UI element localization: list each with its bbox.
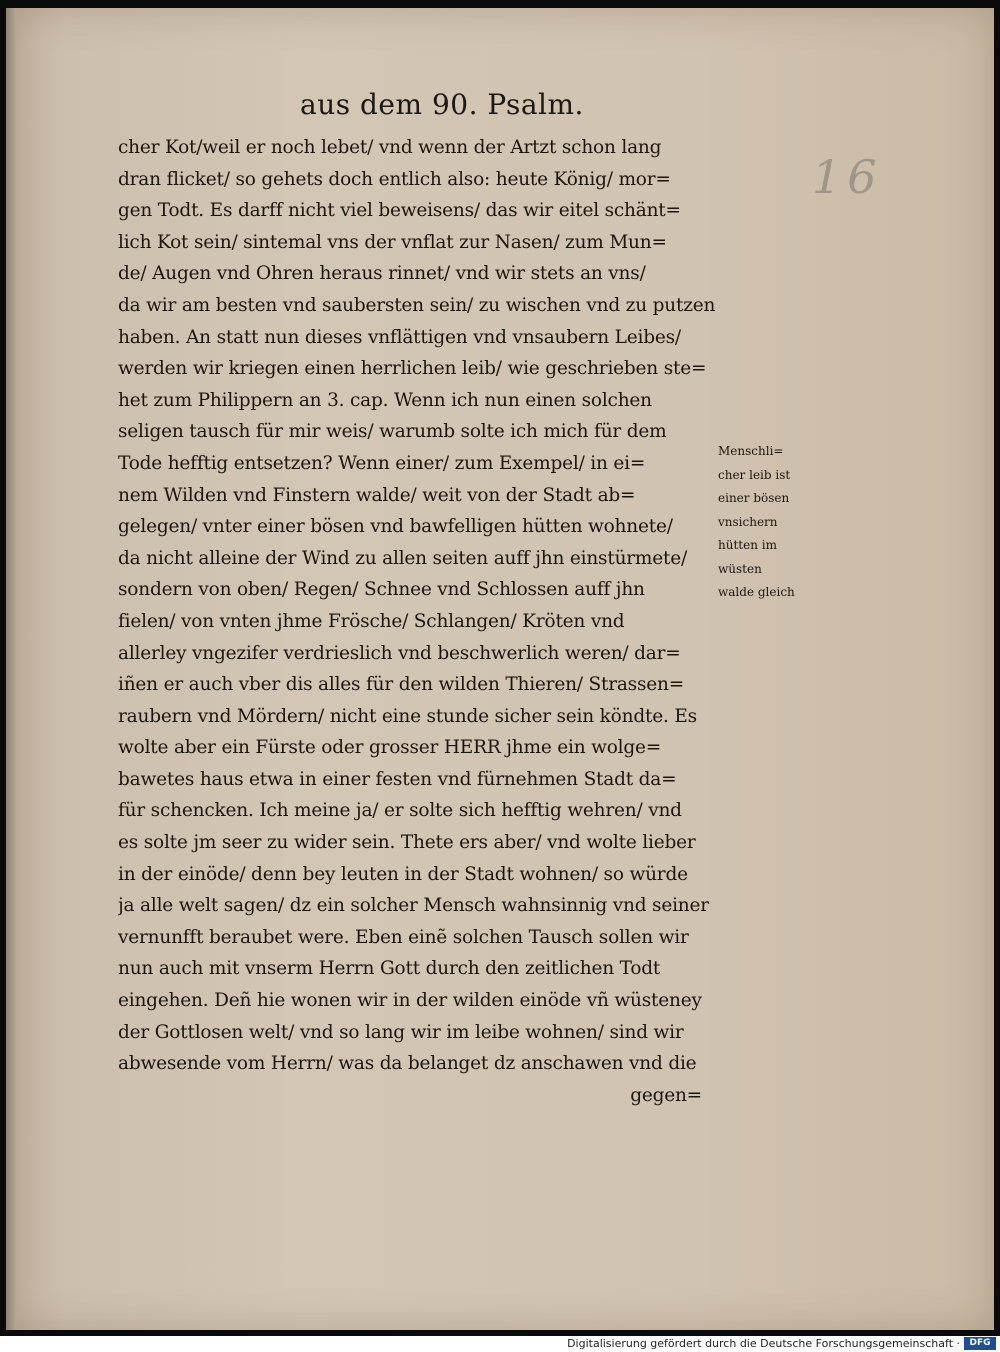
marginal-note-line: walde gleich — [718, 585, 795, 599]
text-line: sondern von oben/ Regen/ Schnee vnd Schlossen auff jhn — [118, 579, 645, 601]
catchword: gegen= — [630, 1084, 702, 1106]
marginal-note — [718, 440, 818, 605]
text-line: het zum Philippern an 3. cap. Wenn ich nun einen solchen — [118, 389, 652, 411]
text-line: de/ Augen vnd Ohren heraus rinnet/ vnd wir stets an vns/ — [118, 263, 646, 285]
text-line: nun auch mit vnserm Herrn Gott durch den zeitlichen Todt — [118, 958, 661, 980]
text-line: dran flicket/ so gehets doch entlich also: heute König/ mor= — [118, 168, 671, 190]
text-line: seligen tausch für mir weis/ warumb solte ich mich für dem — [118, 421, 667, 443]
text-line: cher Kot/weil er noch lebet/ vnd wenn der Artzt schon lang — [118, 137, 662, 158]
text-line: für schencken. Ich meine ja/ er solte sich hefftig wehren/ vnd — [118, 800, 682, 822]
dfg-logo: DFG — [964, 1337, 996, 1350]
text-line: eingehen. Deñ hie wonen wir in der wilden einöde vñ wüsteney — [118, 990, 702, 1012]
text-line: ja alle welt sagen/ dz ein solcher Mensch wahnsinnig vnd seiner — [118, 895, 709, 917]
marginal-note-line: einer bösen — [718, 491, 790, 505]
marginal-note-line: cher leib ist — [718, 467, 791, 482]
text-line: Tode hefftig entsetzen? Wenn einer/ zum Exempel/ in ei= — [118, 452, 646, 474]
text-line: wolte aber ein Fürste oder grosser HERR jhme ein wolge= — [118, 737, 662, 759]
text-line: da nicht alleine der Wind zu allen seiten auff jhn einstürmete/ — [118, 547, 688, 569]
text-line: haben. An statt nun dieses vnflättigen vnd vnsaubern Leibes/ — [118, 326, 681, 348]
funding-credit: Digitalisierung gefördert durch die Deutsche Forschungsgemeinschaft · — [567, 1337, 960, 1350]
text-line: der Gottlosen welt/ vnd so lang wir im leibe wohnen/ sind wir — [118, 1021, 684, 1043]
text-line: werden wir kriegen einen herrlichen leib/ wie geschrieben ste= — [118, 358, 707, 380]
text-line: nem Wilden vnd Finstern walde/ weit von der Stadt ab= — [118, 484, 636, 506]
text-line: fielen/ von vnten jhme Frösche/ Schlangen/ Kröten vnd — [118, 610, 625, 632]
text-line: raubern vnd Mördern/ nicht eine stunde sicher sein köndte. Es — [118, 705, 697, 727]
marginal-note-line: vnsichern — [718, 514, 778, 529]
running-header: aus dem 90. Psalm. — [300, 88, 584, 121]
footer-bar — [0, 1336, 1000, 1352]
text-line: iñen er auch vber dis alles für den wilden Thieren/ Strassen= — [118, 674, 685, 696]
main-text-block — [118, 132, 716, 1111]
text-line: es solte jm seer zu wider sein. Thete ers aber/ vnd wolte lieber — [118, 832, 696, 854]
page-gutter-edge — [6, 8, 16, 1330]
text-line: allerley vngezifer verdrieslich vnd beschwerlich weren/ dar= — [118, 642, 681, 664]
marginal-note-line: hütten im — [718, 538, 777, 552]
marginal-note-line: wüsten — [718, 561, 762, 576]
marginal-note-line: Menschli= — [718, 444, 784, 458]
text-line: abwesende vom Herrn/ was da belanget dz anschawen vnd die — [118, 1053, 697, 1075]
text-line: gelegen/ vnter einer bösen vnd bawfelligen hütten wohnete/ — [118, 516, 673, 538]
text-line: in der einöde/ denn bey leuten in der Stadt wohnen/ so würde — [118, 863, 688, 885]
text-line: bawetes haus etwa in einer festen vnd fürnehmen Stadt da= — [118, 768, 677, 790]
text-line: da wir am besten vnd saubersten sein/ zu wischen vnd zu putzen — [118, 294, 716, 316]
text-line: lich Kot sein/ sintemal vns der vnflat zur Nasen/ zum Mun= — [118, 231, 667, 253]
text-line: gen Todt. Es darff nicht viel beweisens/ das wir eitel schänt= — [118, 200, 681, 222]
text-line: vernunfft beraubet were. Eben einẽ solchen Tausch sollen wir — [118, 926, 689, 948]
folio-number: 16 — [812, 150, 883, 204]
